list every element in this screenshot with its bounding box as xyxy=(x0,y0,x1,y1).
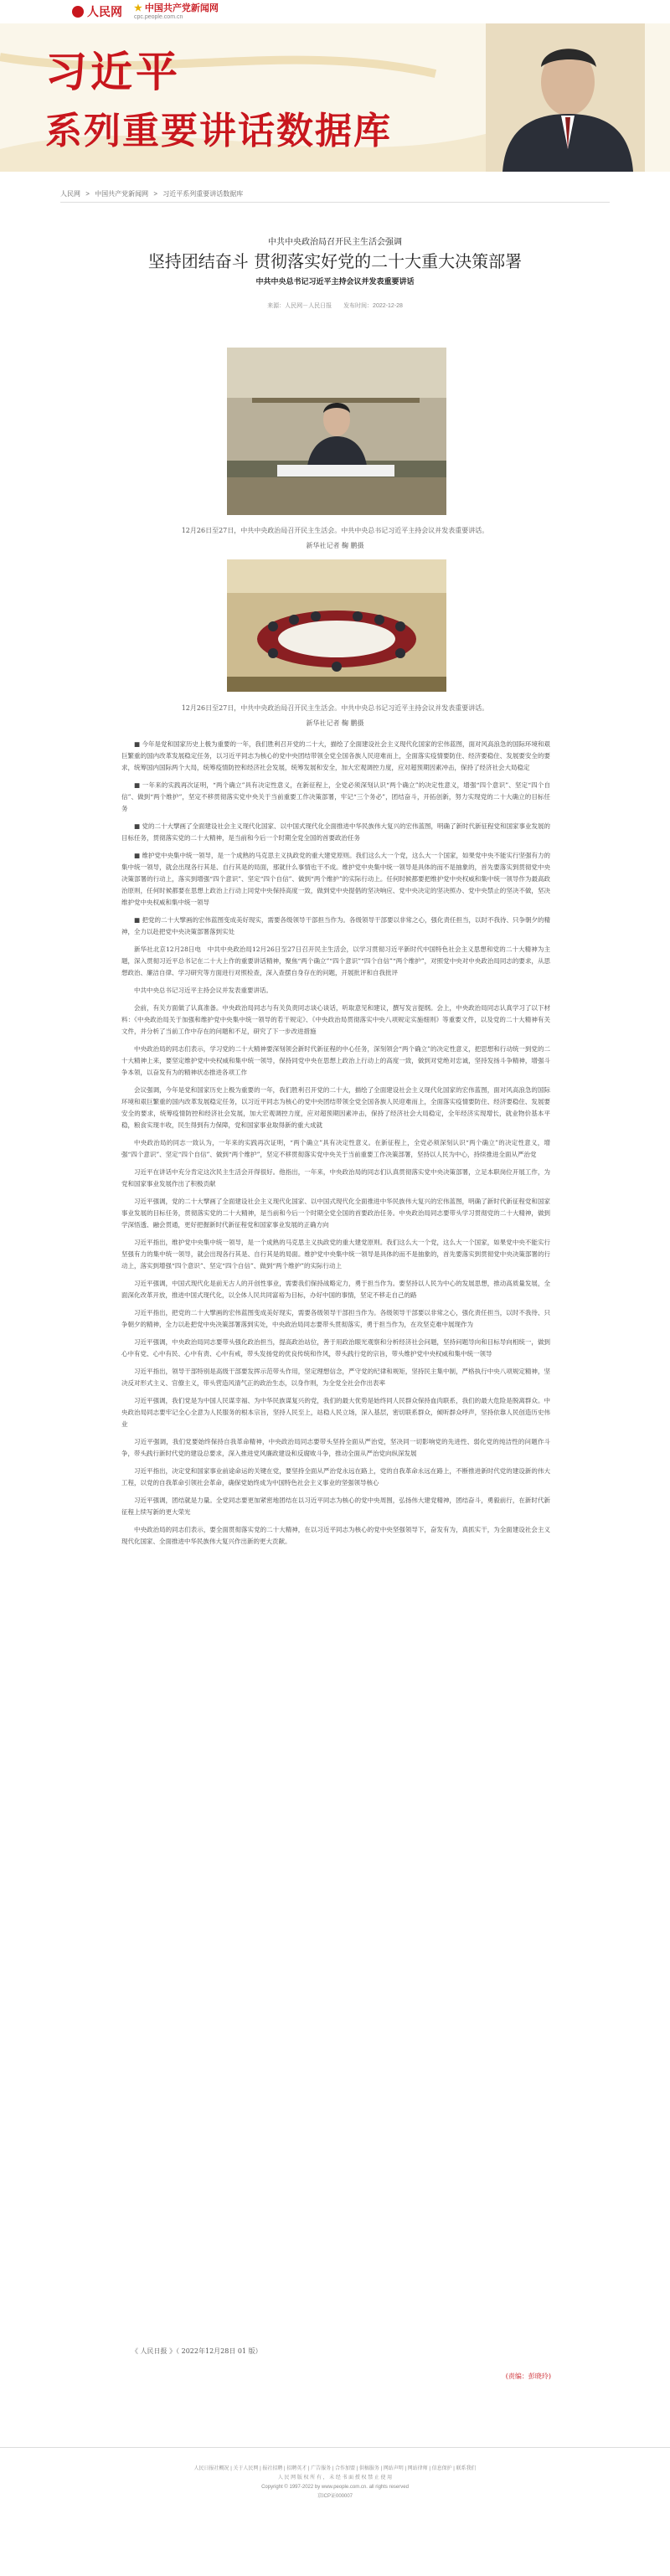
cpc-news-logo[interactable] xyxy=(134,4,219,20)
article-paragraph: ■ 把党的二十大擘画的宏伟蓝图变成美好现实，需要各级领导干部担当作为。各级领导干部要以非常之心，强化责任担当，以时不我待、只争朝夕的精神，全力以赴把党中央决策部署落到实处 xyxy=(121,916,550,935)
article-print-source: 《 人民日报 》（ 2022年12月28日 01 版） xyxy=(131,2347,262,2355)
article-paragraph: ■ 今年是党和国家历史上极为重要的一年，我们胜利召开党的二十大，描绘了全面建设社会主义现代化国家的宏伟蓝图，面对风高浪急的国际环境和艰巨繁重的国内改革发展稳定任务，以习近平同志为核心的党中央团结带领全党全国各族人民迎难而上，全面落实疫情要防住、经济要稳住、发展要安全的要求，统筹国内国际两个大局，统筹疫情防控和经济社会发展，统筹发展和安全，加大宏观调控力度，应对超预期因素冲击，保持了经济社会大局稳定 xyxy=(121,740,550,771)
article-paragraph: ■ 一年来的实践再次证明，“两个确立”具有决定性意义，在新征程上，全党必须深刻认识“两个确立”的决定性意义，增强“四个意识”、坚定“四个自信”、做到“两个维护”，坚定不移贯彻落实党中央关于当前重要工作决策部署，牢记“三个务必”，团结奋斗，开拓创新，努力实现党的二十大确立的目标任务 xyxy=(121,781,550,812)
article-paragraph: 习近平强调，中央政治局同志要带头强化政治担当，提高政治站位，善于用政治眼光观察和分析经济社会问题，坚持问题导向和目标导向相统一，做到心中有党、心中有民、心中有责、心中有戒，带头发扬党的优良传统和作风，带头践行党的宗旨，带头维护党中央权威和集中统一领导 xyxy=(121,1338,550,1358)
article-paragraph: 习近平指出，领导干部特别是高级干部要发挥示范带头作用，坚定理想信念，严守党的纪律和规矩，坚持民主集中制，严格执行中央八项规定精神，坚决反对形式主义、官僚主义，带头营造风清气正的政治生态，以身作则，为全党全社会作出表率 xyxy=(121,1368,550,1387)
article-paragraph: 习近平强调，党的二十大擘画了全面建设社会主义现代化国家、以中国式现代化全面推进中华民族伟大复兴的宏伟蓝图，明确了新时代新征程党和国家事业发展的目标任务，贯彻落实党的二十大精神，是当前和今后一个时期全党全国的首要政治任务。中央政治局同志要带头学习贯彻党的二十大精神，做到学深悟透、融会贯通，更好把握新时代新征程党和国家事业发展的正确方向 xyxy=(121,1198,550,1229)
banner xyxy=(0,23,670,172)
page-footer xyxy=(0,2447,670,2576)
people-logo[interactable] xyxy=(72,3,122,20)
article-body xyxy=(121,739,550,1553)
article-paragraph: 习近平强调，我们党要始终保持自我革命精神，中央政治局同志要带头坚持全面从严治党，坚决同一切影响党的先进性、弱化党的纯洁性的问题作斗争，带头践行新时代党的建设总要求，深入推进党风廉政建设和反腐败斗争，推动全面从严治党向纵深发展 xyxy=(121,1438,550,1457)
breadcrumb-database[interactable]: 习近平系列重要讲话数据库 xyxy=(162,190,244,198)
article-paragraph: 习近平在讲话中充分肯定这次民主生活会开得很好。他指出，一年来，中央政治局的同志们认真贯彻落实党中央决策部署，立足本职岗位开展工作，为党和国家事业发展作出了积极贡献 xyxy=(121,1168,550,1188)
article-paragraph: 习近平强调，中国式现代化是前无古人的开创性事业，需要我们保持战略定力，勇于担当作为。要坚持以人民为中心的发展思想，推动高质量发展，全面深化改革开放，推进中国式现代化，以全体人民共同富裕为目标，办好中国的事情，坚定不移走自己的路 xyxy=(121,1280,550,1299)
article-paragraph: 习近平强调，团结就是力量。全党同志要更加紧密地团结在以习近平同志为核心的党中央周围，弘扬伟大建党精神，团结奋斗，勇毅前行，在新时代新征程上续写新的更大荣光 xyxy=(121,1497,550,1516)
photo-1-credit: 新华社记者 鞠 鹏摄 xyxy=(306,542,364,549)
people-logo-text: 人民网 xyxy=(87,6,122,19)
article-paragraph: 中央政治局的同志们表示，要全面贯彻落实党的二十大精神，在以习近平同志为核心的党中央坚强领导下，奋发有为，真抓实干，为全面建设社会主义现代化国家、全面推进中华民族伟大复兴作出新的更大贡献。 xyxy=(121,1526,550,1545)
photo-1-caption: 12月26日至27日，中共中央政治局召开民主生活会。中共中央总书记习近平主持会议并发表重要讲话。 xyxy=(181,527,489,534)
article-paragraph: 中央政治局的同志们表示，学习党的二十大精神要深刻领会新时代新征程的中心任务，深刻领会“两个确立”的决定性意义，把思想和行动统一到党的二十大精神上来，要坚定维护党中央权威和集中统一领导，保持同党中央在思想上政治上行动上的高度一致，做到对党绝对忠诚，坚持发扬斗争精神，增强斗争本领，以奋发有为的精神状态推进各项工作 xyxy=(121,1045,550,1076)
breadcrumb-separator: > xyxy=(153,190,158,198)
divider xyxy=(60,202,610,203)
article-paragraph: 新华社北京12月28日电 中共中央政治局12月26日至27日召开民主生活会，以学习贯彻习近平新时代中国特色社会主义思想和党的二十大精神为主题，深入贯彻习近平总书记在二十大上作的重要讲话精神，聚焦“两个确立”“四个意识”“四个自信”“两个维护”，对照党中央对中央政治局同志的要求，从思想政治、廉洁自律、学习研究等方面进行对照检查，深入查摆自身存在的问题，开展批评和自我批评 xyxy=(121,945,550,976)
star-icon: ★ xyxy=(134,3,142,13)
banner-title-name: 习近平 xyxy=(45,48,181,96)
article-paragraph: ■ 维护党中央集中统一领导，是一个成熟的马克思主义执政党的重大建党原则。我们这么大一个党，这么大一个国家，如果党中央不能实行坚强有力的集中统一领导，就会出现各行其是、自行其是的局面，那就什么事情也干不成。维护党中央集中统一领导是具体的而不是抽象的，首先要落实到贯彻党中央决策部署的行动上，落实到增强“四个意识”、坚定“四个自信”、做到“两个维护”的实际行动上。任何时候都要把维护党中央权威和集中统一领导作为最高政治原则，任何时候都要在思想上政治上行动上同党中央保持高度一致，做到党中央提倡的坚决响应、党中央决定的坚决照办、党中央禁止的坚决不做，坚决维护党中央权威和集中统一领导 xyxy=(121,852,550,906)
footer-icp: 京ICP证000007 xyxy=(317,2494,353,2499)
cpc-news-logo-text: 中国共产党新闻网 xyxy=(144,3,219,13)
banner-portrait xyxy=(486,23,645,172)
footer-copyright: Copyright © 1997-2022 by www.people.com.cn. all rights reserved xyxy=(261,2485,409,2490)
photo-2-credit: 新华社记者 鞠 鹏摄 xyxy=(306,719,364,727)
article-photo-1 xyxy=(227,348,446,515)
cpc-news-logo-url: cpc.people.com.cn xyxy=(134,13,183,20)
article-paragraph: 中共中央总书记习近平主持会议并发表重要讲话。 xyxy=(134,987,272,994)
article-paragraph: 中央政治局的同志一致认为，一年来的实践再次证明，“两个确立”具有决定性意义。在新征程上，全党必须深刻认识“两个确立”的决定性意义，增强“四个意识”、坚定“四个自信”、做到“两个维护”，坚定不移贯彻落实党中央关于当前重要工作决策部署，坚持以人民为中心，持续推进全面从严治党 xyxy=(121,1139,550,1158)
footer-rights: 人 民 网 版 权 所 有 ， 未 经 书 面 授 权 禁 止 使 用 xyxy=(277,2476,393,2481)
article-editor: (责编：彭晓玲) xyxy=(505,2372,551,2380)
article-date-meta: 发布时间：2022-12-28 xyxy=(343,303,403,309)
article-source-meta: 来源：人民网－人民日报 xyxy=(267,303,332,309)
article-paragraph: 习近平指出，决定党和国家事业前途命运的关键在党，要坚持全面从严治党永远在路上，党的自我革命永远在路上，不断推进新时代党的建设新的伟大工程，以党的自我革命引领社会革命，确保党始终成为中国特色社会主义事业的坚强领导核心 xyxy=(121,1467,550,1486)
article-paragraph: 习近平指出，维护党中央集中统一领导，是一个成熟的马克思主义执政党的重大建党原则。我们这么大一个党，这么大一个国家，如果党中央不能实行坚强有力的集中统一领导，就会出现各行其是、自行其是的局面。维护党中央集中统一领导是具体的而不是抽象的，首先要落实到贯彻党中央决策部署的行动上，落实到增强“四个意识”、坚定“四个自信”、做到“两个维护”的实际行动上 xyxy=(121,1239,550,1270)
top-bar xyxy=(0,0,670,24)
people-logo-mark xyxy=(72,6,84,18)
article-paragraph: 会前，有关方面做了认真准备。中央政治局同志与有关负责同志谈心谈话，听取意见和建议，撰写发言提纲。会上，中央政治局同志认真学习了以下材料：《中央政治局关于加强和维护党中央集中统一领导的若干规定》、《中央政治局贯彻落实中央八项规定实施细则》等重要文件，以及党的二十大精神有关文件，并分析了当前工作中存在的问题和不足，研究了下一步改进措施 xyxy=(121,1004,550,1035)
article-headline: 坚持团结奋斗 贯彻落实好党的二十大重大决策部署 xyxy=(147,251,523,271)
footer-links[interactable]: 人民日报社概况 | 关于人民网 | 报社招聘 | 招聘英才 | 广告服务 | 合作加盟 | 供稿服务 | 网站声明 | 网站律师 | 信息保护 | 联系我们 xyxy=(193,2466,477,2471)
article-subtitle: 中共中央总书记习近平主持会议并发表重要讲话 xyxy=(255,278,415,286)
photo-2-caption: 12月26日至27日，中共中央政治局召开民主生活会。中共中央总书记习近平主持会议并发表重要讲话。 xyxy=(181,704,489,712)
article-paragraph: 习近平指出，把党的二十大擘画的宏伟蓝图变成美好现实，需要各级领导干部担当作为。各级领导干部要以非常之心，强化责任担当，以时不我待、只争朝夕的精神，全力以赴把党中央决策部署落到实处，中央政治局同志要带头贯彻落实，勇于担当作为，在攻坚克难中展现作为 xyxy=(121,1309,550,1328)
article-photo-2 xyxy=(227,559,446,692)
breadcrumb-separator: > xyxy=(85,190,90,198)
article-meta xyxy=(0,301,670,310)
article-kicker: 中共中央政治局召开民主生活会强调 xyxy=(268,238,402,247)
breadcrumb xyxy=(60,189,246,198)
article-paragraph: 习近平强调，我们党是为中国人民谋幸福、为中华民族谋复兴的党，我们的最大优势是始终同人民群众保持血肉联系，我们的最大危险是脱离群众。中央政治局同志要牢记全心全意为人民服务的根本宗旨，坚持人民至上，站稳人民立场，深入基层，密切联系群众，倾听群众呼声，坚持依靠人民创造历史伟业 xyxy=(121,1397,550,1428)
banner-title-database: 系列重要讲话数据库 xyxy=(45,110,392,152)
breadcrumb-home[interactable]: 人民网 xyxy=(60,190,80,198)
article-paragraph: 会议强调，今年是党和国家历史上极为重要的一年，我们胜利召开党的二十大，描绘了全面建设社会主义现代化国家的宏伟蓝图，面对风高浪急的国际环境和艰巨繁重的国内改革发展稳定任务，以习近平同志为核心的党中央团结带领全党全国各族人民迎难而上，全面落实疫情要防住、经济要稳住、发展要安全的要求，统筹疫情防控和经济社会发展，加大宏观调控力度，应对超预期因素冲击，保持了经济社会大局稳定，全年经济实现增长，就业物价基本平稳，粮食实现丰收，民生得到有力保障，党和国家事业取得新的重大成就 xyxy=(121,1086,550,1129)
breadcrumb-cpc[interactable]: 中国共产党新闻网 xyxy=(95,190,149,198)
article-paragraph: ■ 党的二十大擘画了全面建设社会主义现代化国家、以中国式现代化全面推进中华民族伟大复兴的宏伟蓝图，明确了新时代新征程党和国家事业发展的目标任务，贯彻落实党的二十大精神，是当前和今后一个时期全党全国的首要政治任务 xyxy=(121,822,550,842)
